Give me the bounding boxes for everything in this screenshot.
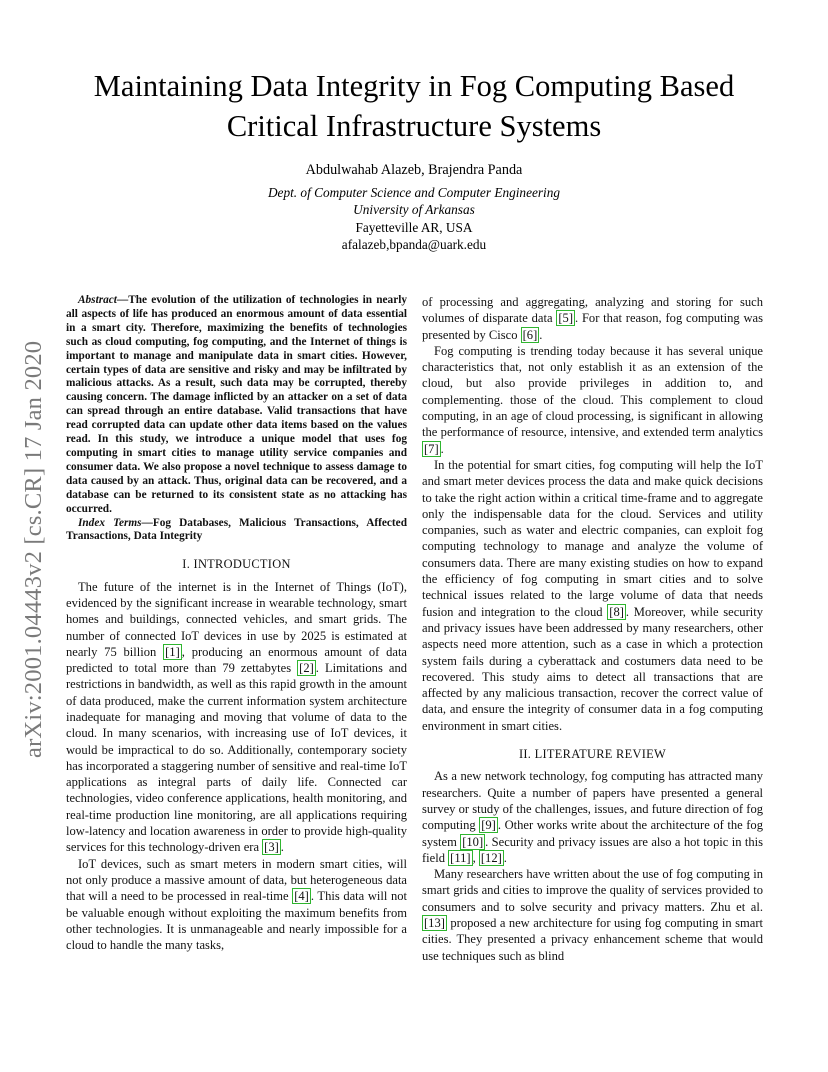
section-heading-introduction: I. INTRODUCTION [182, 557, 291, 572]
intro-paragraph-1: The future of the internet is in the Internet of Things (IoT), evidenced by the significant increase in wearable technology, smart homes and buildings, connected vehicles, and smart grids. The number of connected IoT devices in use by 2025 is estimated at nearly 75 billion [1] , producing an enormous amount of data predicted to total more than 79 zettabytes [2] . Limitations and restrictions in bandwidth, as well as this rapid growth in the amount of data produced, make the current information system architecture inadequate for managing and moving that volume of data to the cloud. In many scenarios, with increasing use of IoT devices, it would be impractical to do so. Additionally, contemporary society has incorporated a staggering number of sensitive and real-time IoT applications as integral parts of daily life. Connected car technologies, video conference applications, health monitoring, and real-time production line monitoring, are all applications requiring low-latency and location awareness in order to provide high-quality services for this technology-driven era [3] . [66, 579, 407, 855]
citation-link[interactable]: [3] [264, 840, 279, 855]
index-terms [66, 517, 407, 545]
citation-link[interactable]: [11] [450, 850, 471, 865]
citation-link[interactable]: [10] [462, 834, 484, 849]
author-department: Dept. of Computer Science and Computer Engineering [267, 184, 561, 200]
abstract-lead: Abstract [78, 294, 117, 306]
intro-paragraph-2-continued: of processing and aggregating, analyzing and storing for such volumes of disparate data [5] . For that reason, fog computing was presented by Cisco [6] . [422, 295, 763, 342]
index-terms-lead: Index Terms [78, 516, 142, 529]
citation-link[interactable]: [2] [299, 661, 314, 676]
author-block [214, 162, 614, 254]
index-terms-text: —Fog Databases, Malicious Transactions, Affected Transactions, Data Integrity [66, 516, 407, 543]
paper-title [40, 66, 788, 146]
arxiv-identifier-stamp: arXiv:2001.04443v2 [cs.CR] 17 Jan 2020 [20, 340, 47, 758]
abstract-text: —The evolution of the utilization of technologies in nearly all aspects of life has produced an enormous amount of data essential in a smart city. Therefore, maximizing the benefits of technologies such as cloud computing, fog computing, and the Internet of things is important to manage and manipulate data in smart cities. However, certain types of data are sensitive and risky and may be infiltrated by malicious attacks. As a result, such data may be corrupted, thereby causing concern. The damage inflicted by an attacker on a set of data can spread through an entire database. Valid transactions that have read corrupted data can update other data items based on the values read. In this study, we introduce a unique model that uses fog computing in smart cities to manage utility service companies and consumer data. We also propose a novel technique to assess damage to data caused by an attack. Thus, original data can be recovered, and a database can be returned to its consistent state as no attacking has occurred. [66, 294, 407, 515]
title-line-2: Critical Infrastructure Systems [226, 109, 602, 143]
title-line-1: Maintaining Data Integrity in Fog Computing Based [93, 69, 735, 103]
intro-paragraph-2: IoT devices, such as smart meters in modern smart cities, will not only produce a massive amount of data, but heterogeneous data that will a need to be processed in real-time [4] . This data will not be valuable enough without exploiting the maximum benefits from other technologies. It is unmanageable and nearly impossible for a cloud to handle the many tasks, [66, 856, 407, 953]
left-column [66, 294, 407, 953]
author-university: University of Arkansas [353, 202, 475, 217]
citation-link[interactable]: [13] [424, 915, 445, 930]
author-email: afalazeb,bpanda@uark.edu [341, 237, 487, 252]
intro-paragraph-4: In the potential for smart cities, fog computing will help the IoT and smart meter devices process the data and make quick decisions to take the right action within a critical time-frame and to aggregate only the indispensable data for the cloud. Services and utility companies, such as water and electric companies, can exploit fog computing technology to manage and analyze the volume of consumers data. There are many existing studies on how to expand the efficiency of fog computing in smart cities and to solve technical issues related to the large volume of data that needs fusion and integration to the cloud [8] . Moreover, while security and privacy issues have been addressed by many researchers, other aspects need more attention, such as a case in which a protection system fails during a cyberattack and costumers data need to be recovered. This study aims to detect all transactions that are affected by any malicious transaction, recover the correct value of data, and ensure the integrity of consumer data in a fog computing environment in smart cities. [422, 457, 763, 733]
citation-link[interactable]: [12] [480, 850, 502, 865]
citation-link[interactable]: [7] [424, 441, 439, 456]
author-names: Abdulwahab Alazeb, Brajendra Panda [305, 162, 523, 178]
literature-paragraph-2: Many researchers have written about the use of fog computing in smart grids and cities to improve the quality of services provided to consumers and to solve security and privacy matters. Zhu et al. [13] proposed a new architecture for using fog computing in smart cities. They presented a privacy enhancement scheme that would use techniques such as blind [422, 867, 763, 963]
abstract [66, 294, 407, 517]
section-heading-literature-review: II. LITERATURE REVIEW [518, 747, 667, 762]
literature-paragraph-1: As a new network technology, fog computing has attracted many researchers. Quite a number of papers have presented a general survey or study of the challenges, issues, and future direction of fog computing [9] . Other works write about the architecture of the fog system [10] . Security and privacy issues are also a hot topic in this field [11] , [12] . [422, 769, 763, 865]
intro-paragraph-3: Fog computing is trending today because it has several unique characteristics that, not only establish it as an extension of the cloud, but also provide privileges in addition to, and complementing. those of the cloud. This complement to cloud computing, in an age of cloud processing, is significant in allowing the performance of resource, intensive, and extended term analytics [7] . [422, 343, 763, 456]
author-location: Fayetteville AR, USA [355, 219, 473, 235]
citation-link[interactable]: [8] [609, 604, 624, 619]
citation-link[interactable]: [5] [558, 311, 574, 326]
citation-link[interactable]: [9] [481, 818, 496, 833]
citation-link[interactable]: [6] [522, 327, 538, 342]
citation-link[interactable]: [1] [165, 644, 180, 659]
citation-link[interactable]: [4] [294, 889, 309, 904]
right-column [422, 294, 763, 964]
